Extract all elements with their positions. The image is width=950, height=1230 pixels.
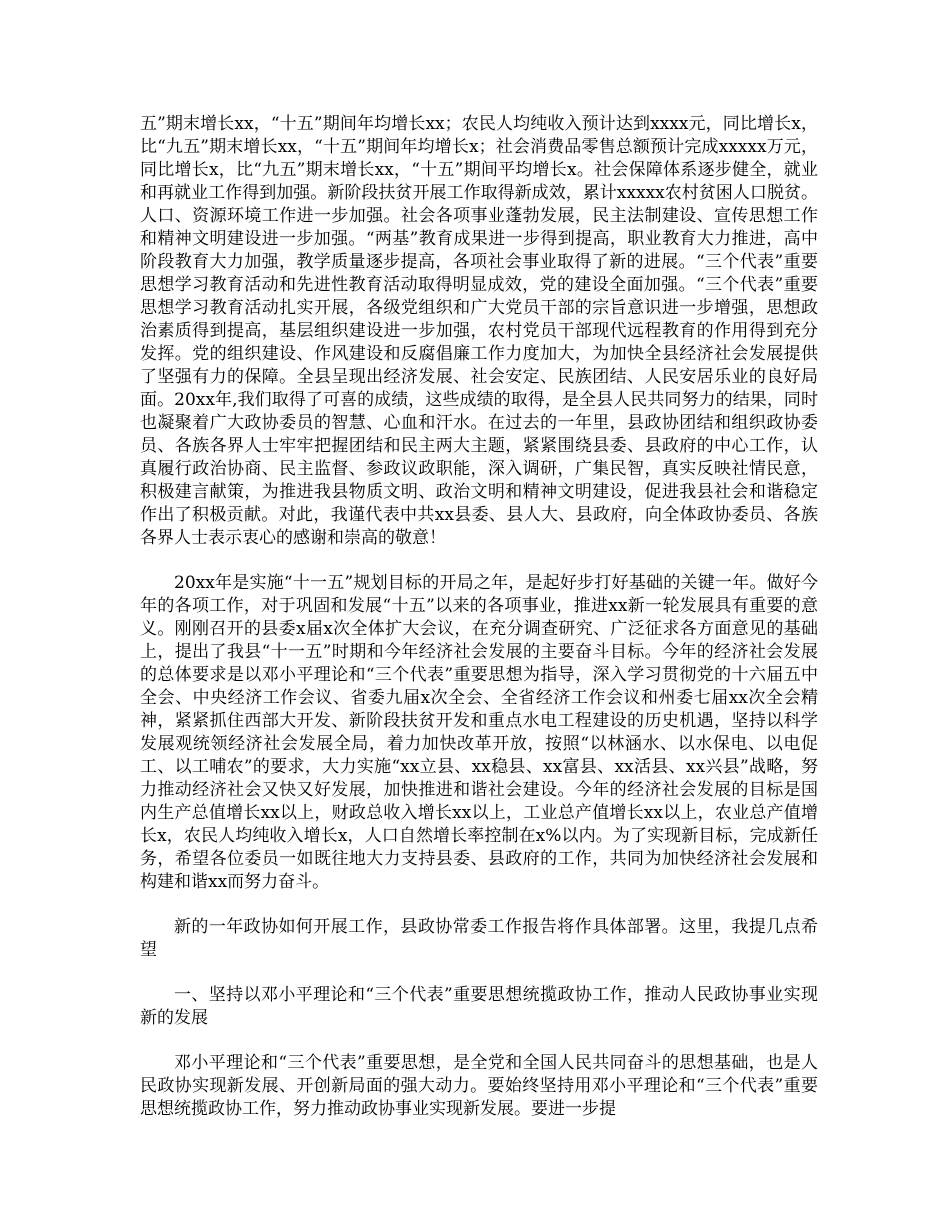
document-page xyxy=(140,113,818,1143)
paragraph-3: 新的一年政协如何开展工作，县政协常委工作报告将作具体部署。这里，我提几点希望 xyxy=(140,917,818,960)
paragraph-2: 20xx年是实施“十一五”规划目标的开局之年，是起好步打好基础的关键一年。做好今年的各项工作，对于巩固和发展“十五”以来的各项事业，推进xx新一轮发展具有重要的意义。刚刚召开的县委x届x次全体扩大会议，在充分调查研究、广泛征求各方面意见的基础上，提出了我县“十一五”时期和今年经济社会发展的主要奋斗目标。今年的经济社会发展的总体要求是以邓小平理论和“三个代表”重要思想为指导，深入学习贯彻党的十六届五中全会、中央经济工作会议、省委九届x次全会、全省经济工作会议和州委七届xx次全会精神，紧紧抓住西部大开发、新阶段扶贫开发和重点水电工程建设的历史机遇，坚持以科学发展观统领经济社会发展全局，着力加快改革开放，按照“以林涵水、以水保电、以电促工、以工哺农”的要求，大力实施“xx立县、xx稳县、xx富县、xx活县、xx兴县”战略，努力推动经济社会又快又好发展，加快推进和谐社会建设。今年的经济社会发展的目标是国内生产总值增长xx以上，财政总收入增长xx以上，工业总产值增长xx以上，农业总产值增长x，农民人均纯收入增长x，人口自然增长率控制在x%以内。为了实现新目标，完成新任务，希望各位委员一如既往地大力支持县委、县政府的工作，共同为加快经济社会发展和构建和谐xx而努力奋斗。 xyxy=(140,573,818,892)
section-heading-1: 一、坚持以邓小平理论和“三个代表”重要思想统揽政协工作，推动人民政协事业实现新的发展 xyxy=(140,985,818,1028)
paragraph-1: 五”期末增长xx，“十五”期间年均增长xx；农民人均纯收入预计达到xxxx元，同比增长x，比“九五”期末增长xx，“十五”期间年均增长x；社会消费品零售总额预计完成xxxxx万元，同比增长x，比“九五”期末增长xx，“十五”期间平均增长x。社会保障体系逐步健全，就业和再就业工作得到加强。新阶段扶贫开展工作取得新成效，累计xxxxx农村贫困人口脱贫。人口、资源环境工作进一步加强。社会各项事业蓬勃发展，民主法制建设、宣传思想工作和精神文明建设进一步加强。“两基”教育成果进一步得到提高，职业教育大力推进，高中阶段教育大力加强，教学质量逐步提高，各项社会事业取得了新的进展。“三个代表”重要思想学习教育活动和先进性教育活动取得明显成效，党的建设全面加强。“三个代表”重要思想学习教育活动扎实开展，各级党组织和广大党员干部的宗旨意识进一步增强，思想政治素质得到提高，基层组织建设进一步加强，农村党员干部现代远程教育的作用得到充分发挥。党的组织建设、作风建设和反腐倡廉工作力度加大，为加快全县经济社会发展提供了坚强有力的保障。全县呈现出经济发展、社会安定、民族团结、人民安居乐业的良好局面。20xx年,我们取得了可喜的成绩，这些成绩的取得，是全县人民共同努力的结果，同时也凝聚着广大政协委员的智慧、心血和汗水。在过去的一年里，县政协团结和组织政协委员、各族各界人士牢牢把握团结和民主两大主题，紧紧围绕县委、县政府的中心工作，认真履行政治协商、民主监督、参政议政职能，深入调研，广集民智，真实反映社情民意，积极建言献策，为推进我县物质文明、政治文明和精神文明建设，促进我县社会和谐稳定作出了积极贡献。对此，我谨代表中共xx县委、县人大、县政府，向全体政协委员、各族各界人士表示衷心的感谢和崇高的敬意！ xyxy=(140,114,818,548)
paragraph-4: 邓小平理论和“三个代表”重要思想，是全党和全国人民共同奋斗的思想基础，也是人民政协实现新发展、开创新局面的强大动力。要始终坚持用邓小平理论和“三个代表”重要思想统揽政协工作，努力推动政协事业实现新发展。要进一步提 xyxy=(140,1053,818,1119)
